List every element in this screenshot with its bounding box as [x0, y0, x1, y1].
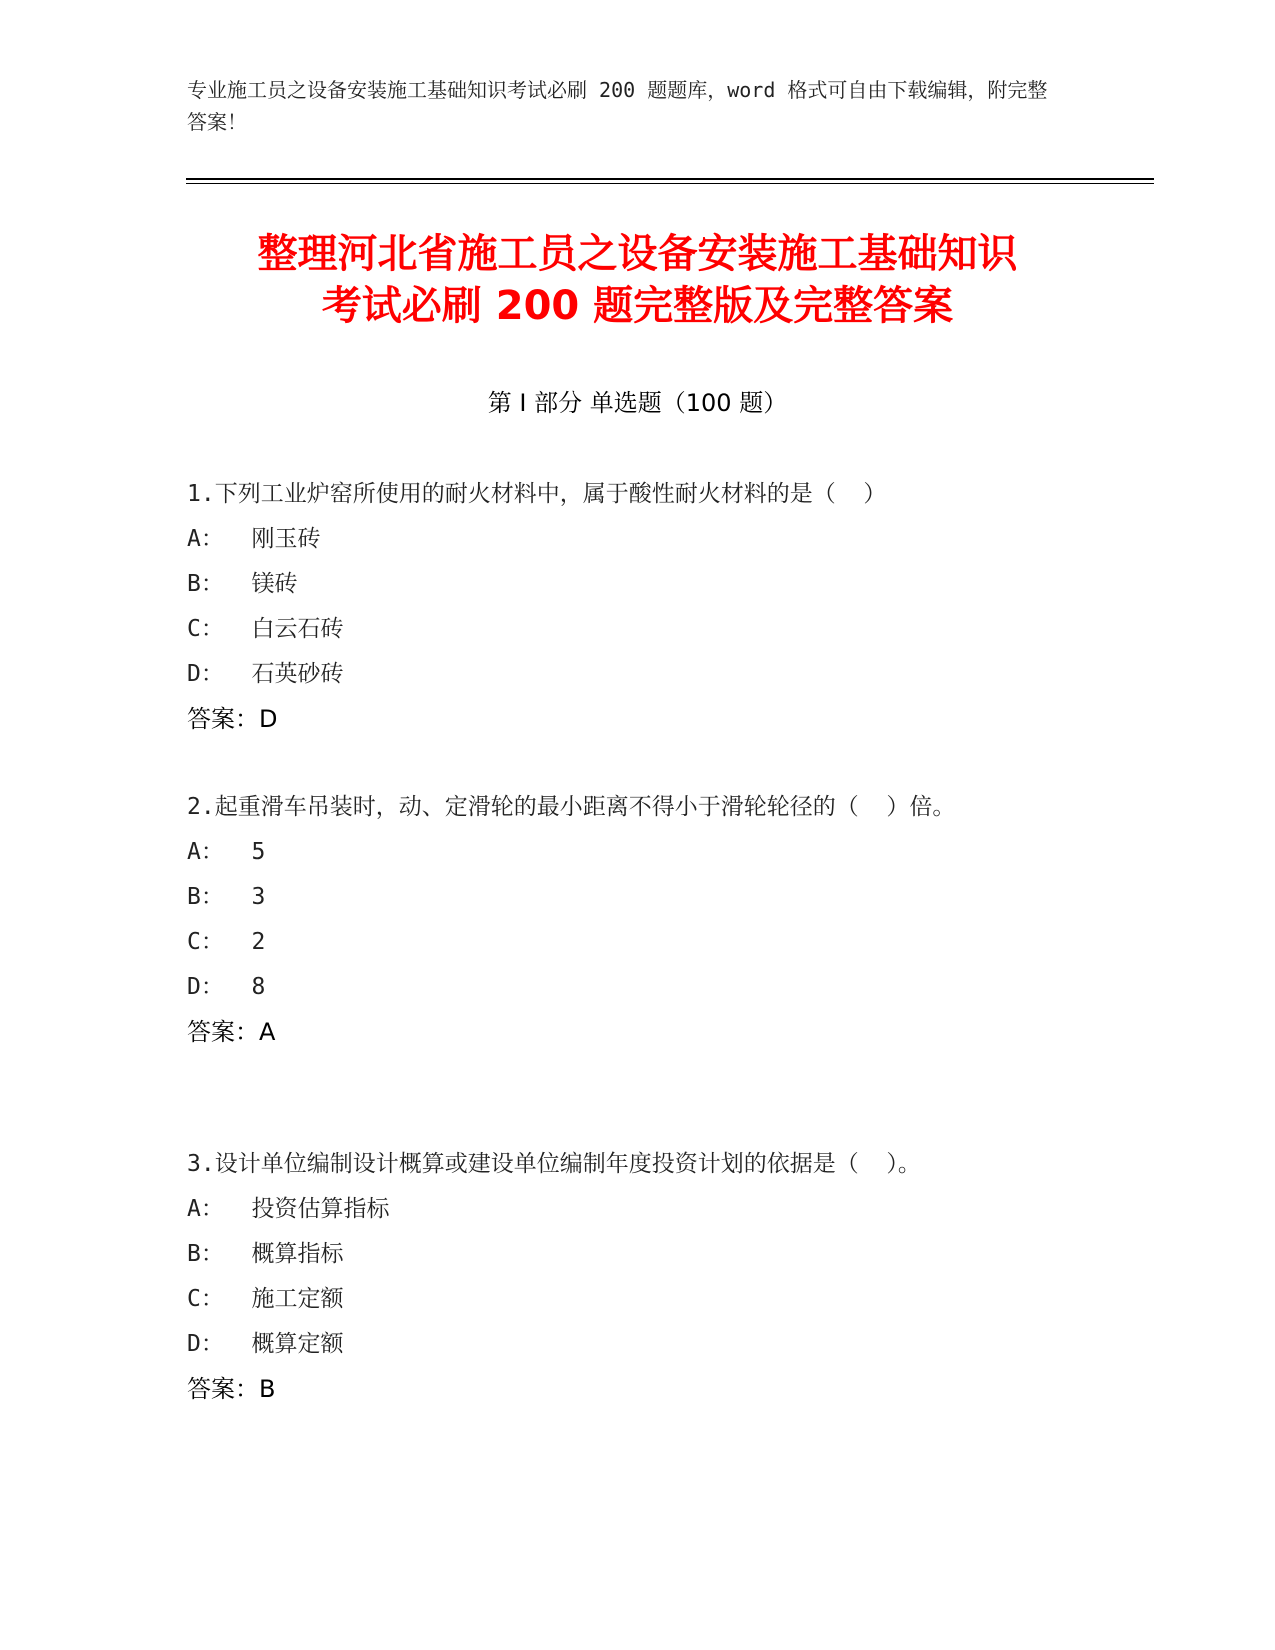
section-heading: 第 I 部分 单选题（100 题）: [487, 389, 788, 417]
header-rule-thin: [186, 183, 1154, 184]
option-d: D： 概算定额: [187, 1331, 344, 1357]
option-c: C： 2: [187, 929, 266, 955]
question-block: [187, 785, 1067, 1055]
question-stem: 3.设计单位编制设计概算或建设单位编制年度投资计划的依据是（ ）。: [187, 1151, 921, 1177]
option-a: A： 5: [187, 839, 266, 865]
header-rule-thick: [186, 178, 1154, 180]
question-block: [187, 1142, 1067, 1412]
answer-line: 答案：D: [187, 705, 278, 733]
option-c: C： 白云石砖: [187, 616, 344, 642]
option-b: B： 3: [187, 884, 266, 910]
answer-line: 答案：A: [187, 1018, 276, 1046]
question-block: [187, 472, 1067, 742]
option-c: C： 施工定额: [187, 1286, 344, 1312]
answer-line: 答案：B: [187, 1375, 276, 1403]
title-line-1: 整理河北省施工员之设备安装施工基础知识: [257, 231, 1018, 277]
question-stem: 1.下列工业炉窑所使用的耐火材料中，属于酸性耐火材料的是（ ）: [187, 481, 887, 507]
document-title: [130, 228, 1145, 332]
option-d: D： 8: [187, 974, 266, 1000]
option-a: A： 刚玉砖: [187, 526, 321, 552]
option-b: B： 镁砖: [187, 571, 298, 597]
header-note: 专业施工员之设备安装施工基础知识考试必刷 200 题题库，word 格式可自由下载编辑，附完整答案！: [187, 78, 1048, 134]
option-a: A： 投资估算指标: [187, 1196, 390, 1222]
question-stem: 2.起重滑车吊装时，动、定滑轮的最小距离不得小于滑轮轮径的（ ）倍。: [187, 794, 956, 820]
title-line-2: 考试必刷 200 题完整版及完整答案: [321, 283, 954, 329]
option-d: D： 石英砂砖: [187, 661, 344, 687]
option-b: B： 概算指标: [187, 1241, 344, 1267]
